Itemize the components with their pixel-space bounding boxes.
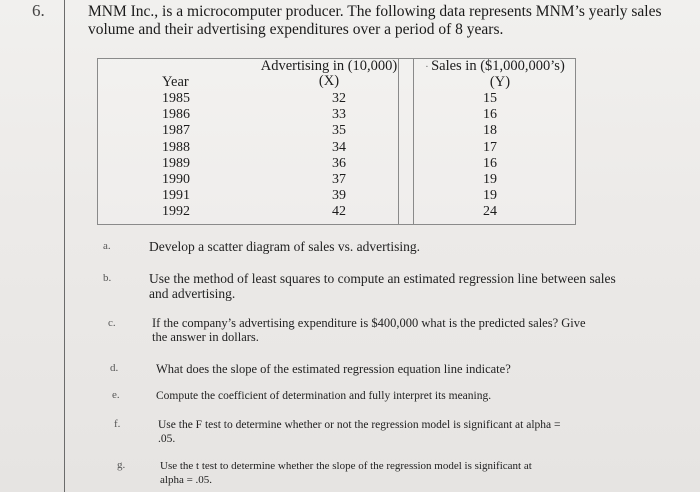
advertising-cell: 32	[332, 91, 346, 106]
part-f-letter: f.	[114, 418, 121, 430]
data-table	[97, 58, 576, 225]
part-e-line-1: Compute the coefficient of determination and fully interpret its meaning.	[156, 390, 492, 402]
part-b-text	[149, 271, 616, 301]
part-e-text	[156, 390, 491, 404]
part-f-line-1: Use the F test to determine whether or not the regression model is significant at alpha =	[158, 419, 561, 431]
sales-header-symbol: (Y)	[489, 74, 511, 90]
advertising-cell: 34	[332, 139, 346, 155]
part-g-text	[160, 460, 532, 487]
page-margin-line	[64, 0, 65, 492]
part-a-text	[149, 239, 420, 254]
year-column	[162, 91, 212, 221]
year-cell: 1985	[162, 91, 190, 106]
question-intro	[88, 3, 668, 39]
advertising-cell: 35	[332, 123, 346, 139]
year-cell: 1986	[162, 107, 190, 123]
advertising-header-title: Advertising in (10,000)	[260, 58, 398, 74]
intro-line-2: volume and their advertising expenditures over a period of 8 years.	[88, 21, 504, 38]
year-cell: 1992	[162, 204, 190, 220]
part-c-letter: c.	[108, 317, 116, 329]
advertising-header	[258, 59, 400, 89]
part-c-line-1: If the company’s advertising expenditure is $400,000 what is the predicted sales? Give	[152, 316, 586, 330]
table-divider-2	[413, 59, 414, 224]
part-b-line-2: and advertising.	[149, 286, 236, 301]
part-c-text	[152, 316, 586, 344]
sales-column	[474, 91, 506, 221]
part-g-letter: g.	[117, 459, 126, 471]
part-b-letter: b.	[103, 272, 112, 284]
question-number: 6.	[32, 1, 45, 20]
part-c-line-2: the answer in dollars.	[152, 330, 259, 344]
year-cell: 1990	[162, 171, 190, 187]
sales-header	[416, 59, 574, 90]
part-d-letter: d.	[110, 362, 119, 374]
year-cell: 1989	[162, 155, 190, 171]
advertising-cell: 39	[332, 188, 346, 204]
advertising-column	[319, 91, 359, 221]
sales-cell: 17	[483, 139, 497, 155]
year-header: Year	[162, 74, 189, 90]
sales-header-title: · Sales in ($1,000,000’s)	[425, 58, 565, 74]
year-cell: 1988	[162, 139, 190, 155]
part-g-line-1: Use the t test to determine whether the slope of the regression model is significant at	[160, 460, 532, 472]
part-b-line-1: Use the method of least squares to compute an estimated regression line between sales	[149, 271, 616, 286]
sales-cell: 19	[483, 171, 497, 187]
advertising-cell: 33	[332, 107, 346, 123]
part-a-line-1: Develop a scatter diagram of sales vs. advertising.	[149, 239, 421, 254]
intro-line-1: MNM Inc., is a microcomputer producer. The following data represents MNM’s yearly sales	[88, 3, 662, 20]
part-e-letter: e.	[112, 389, 120, 401]
year-cell: 1991	[162, 188, 190, 204]
sales-cell: 15	[483, 91, 497, 106]
advertising-cell: 42	[332, 204, 346, 220]
part-f-text	[158, 419, 561, 446]
sales-cell: 24	[483, 204, 497, 220]
advertising-cell: 36	[332, 155, 346, 171]
sales-cell: 18	[483, 123, 497, 139]
part-d-line-1: What does the slope of the estimated regression equation line indicate?	[156, 362, 511, 376]
sales-cell: 19	[483, 188, 497, 204]
sales-cell: 16	[483, 107, 497, 123]
part-d-text	[156, 362, 511, 376]
advertising-header-symbol: (X)	[318, 73, 340, 89]
advertising-cell: 37	[332, 171, 346, 187]
part-g-line-2: alpha = .05.	[160, 473, 213, 486]
part-a-letter: a.	[103, 240, 111, 252]
year-cell: 1987	[162, 123, 190, 139]
sales-cell: 16	[483, 155, 497, 171]
part-f-line-2: .05.	[158, 432, 176, 445]
